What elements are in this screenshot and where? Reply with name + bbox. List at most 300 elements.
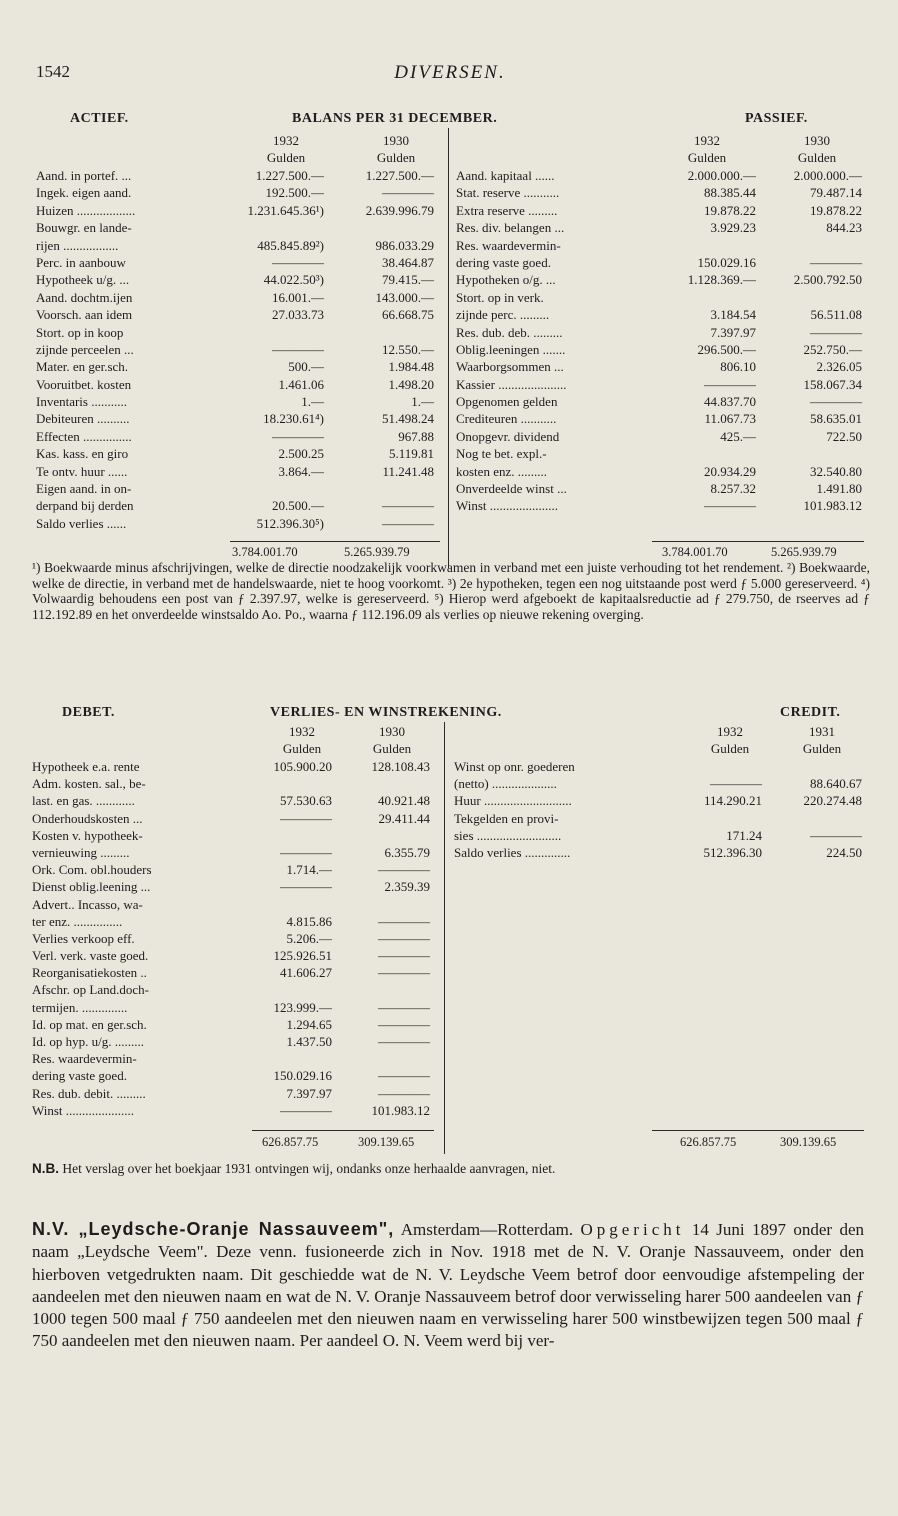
vw-debet-col-1930 <box>352 723 432 757</box>
ledger-value-col2: ———— <box>378 930 430 946</box>
ledger-value-col2: 1.498.20 <box>388 376 434 392</box>
ledger-label: Afschr. op Land.doch- <box>32 982 149 998</box>
ledger-value-col2: 2.500.792.50 <box>793 272 862 288</box>
ledger-row <box>36 307 436 324</box>
ledger-value-col2: 6.355.79 <box>384 844 430 860</box>
ledger-row <box>36 255 436 272</box>
ledger-value-col1: 192.500.— <box>265 185 324 201</box>
ledger-row <box>456 411 864 428</box>
ledger-value-col2: ———— <box>378 948 430 964</box>
company-place: Amsterdam—Rotterdam. <box>400 1220 574 1239</box>
ledger-label: Mater. en ger.sch. <box>36 359 129 375</box>
ledger-value-col2: 128.108.43 <box>371 759 430 774</box>
ledger-label: Kas. kass. en giro <box>36 446 129 462</box>
page-title: DIVERSEN. <box>394 62 506 83</box>
ledger-label: Hypotheek u/g. ... <box>36 272 130 288</box>
ledger-row <box>32 1017 434 1034</box>
ledger-label: last. en gas. ............ <box>32 793 135 809</box>
col-unit: Gulden <box>710 741 750 756</box>
vw-debet-heading: DEBET. <box>62 705 115 720</box>
ledger-label: Res. dub. deb. ......... <box>456 324 563 340</box>
ledger-value-col2: ———— <box>810 324 862 340</box>
ledger-label: Id. op mat. en ger.sch. <box>32 1016 147 1032</box>
ledger-row <box>456 203 864 220</box>
ledger-label: Verlies verkoop eff. <box>32 930 135 946</box>
col-year: 1930 <box>383 133 409 148</box>
vw-total-right-1932: 626.857.75 <box>680 1135 737 1149</box>
ledger-label: dering vaste goed. <box>32 1068 127 1084</box>
ledger-value-col2: 158.067.34 <box>803 376 862 392</box>
ledger-value-col1: 150.029.16 <box>273 1068 332 1084</box>
nb-note <box>32 1161 870 1177</box>
ledger-label: Aand. dochtm.ijen <box>36 289 133 305</box>
ledger-value-col1: 27.033.73 <box>272 307 324 323</box>
ledger-row <box>32 862 434 879</box>
vw-credit-col-1932 <box>690 723 770 757</box>
company-paragraph <box>32 1218 864 1353</box>
company-name: N.V. „Leydsche-Oranje Nassauveem", <box>32 1219 395 1239</box>
nb-text: Het verslag over het boekjaar 1931 ontvingen wij, ondanks onze herhaalde aanvragen, niet. <box>62 1161 556 1176</box>
ledger-value-col1: 5.206.— <box>286 930 332 946</box>
col-year: 1930 <box>379 724 405 739</box>
ledger-row <box>36 238 436 255</box>
ledger-label: Dienst oblig.leening ... <box>32 879 151 895</box>
ledger-value-col1: 44.837.70 <box>704 394 756 410</box>
ledger-row <box>456 481 864 498</box>
ledger-row <box>32 828 434 845</box>
ledger-row <box>32 1103 434 1120</box>
ledger-value-col2: 11.241.48 <box>382 463 434 479</box>
ledger-label: Saldo verlies ...... <box>36 515 127 531</box>
ledger-value-col1: 2.000.000.— <box>687 168 756 183</box>
ledger-row <box>32 845 434 862</box>
ledger-label: Bouwgr. en lande- <box>36 220 132 236</box>
ledger-row <box>32 931 434 948</box>
ledger-row <box>36 272 436 289</box>
ledger-label: Advert.. Incasso, wa- <box>32 896 143 912</box>
ledger-row <box>36 325 436 342</box>
col-year: 1932 <box>717 724 743 739</box>
balans-passief-heading: PASSIEF. <box>745 111 808 126</box>
ledger-label: Onderhoudskosten ... <box>32 810 143 826</box>
ledger-label: Waarborgsommen ... <box>456 359 564 375</box>
ledger-label: zijnde perc. ......... <box>456 307 550 323</box>
vw-center-rule <box>444 722 445 1154</box>
ledger-row <box>36 481 436 498</box>
ledger-label: dering vaste goed. <box>456 254 551 270</box>
ledger-value-col2: 844.23 <box>826 220 862 236</box>
ledger-value-col1: 57.530.63 <box>280 793 332 809</box>
ledger-value-col2: ———— <box>382 185 434 201</box>
ledger-value-col2: ———— <box>382 515 434 531</box>
ledger-value-col1: 3.929.23 <box>710 220 756 236</box>
ledger-row <box>32 1000 434 1017</box>
ledger-row <box>456 168 864 185</box>
ledger-value-col1: 1.437.50 <box>286 1034 332 1049</box>
ledger-label: (netto) .................... <box>454 776 557 792</box>
ledger-row <box>32 776 434 793</box>
ledger-label: Inventaris ........... <box>36 394 127 410</box>
ledger-label: Id. op hyp. u/g. ......... <box>32 1034 144 1049</box>
ledger-value-col1: ———— <box>280 810 332 826</box>
ledger-value-col2: 220.274.48 <box>803 793 862 809</box>
ledger-value-col2: 51.498.24 <box>382 411 434 427</box>
ledger-row <box>32 759 434 776</box>
ledger-row <box>32 811 434 828</box>
ledger-value-col2: 143.000.— <box>375 289 434 305</box>
ledger-value-col2: 58.635.01 <box>810 411 862 427</box>
ledger-label: Nog te bet. expl.- <box>456 446 547 462</box>
ledger-row <box>36 290 436 307</box>
ledger-value-col1: 114.290.21 <box>703 793 762 809</box>
ledger-value-col2: 88.640.67 <box>810 776 862 792</box>
ledger-value-col2: ———— <box>378 1016 430 1032</box>
col-unit: Gulden <box>376 150 416 165</box>
ledger-value-col1: 7.397.97 <box>286 1085 332 1101</box>
ledger-label: termijen. .............. <box>32 999 128 1015</box>
ledger-row <box>36 446 436 463</box>
ledger-value-col1: ———— <box>280 844 332 860</box>
ledger-label: Kosten v. hypotheek- <box>32 827 143 843</box>
ledger-row <box>32 965 434 982</box>
ledger-label: Res. waardevermin- <box>32 1051 137 1067</box>
founded-label: Opgericht <box>580 1220 685 1239</box>
ledger-label: Winst op onr. goederen <box>454 759 575 774</box>
ledger-label: Aand. in portef. ... <box>36 168 132 183</box>
vw-total-left-1930: 309.139.65 <box>358 1135 415 1149</box>
col-year: 1932 <box>694 133 720 148</box>
ledger-value-col2: 2.326.05 <box>816 359 862 375</box>
ledger-row <box>32 1051 434 1068</box>
ledger-value-col2: 2.639.996.79 <box>365 202 434 218</box>
ledger-row <box>454 776 864 793</box>
ledger-value-col2: ———— <box>378 1034 430 1049</box>
ledger-value-col1: 1.128.369.— <box>687 272 756 288</box>
ledger-label: kosten enz. ......... <box>456 463 547 479</box>
ledger-label: Kassier ..................... <box>456 376 567 392</box>
ledger-label: rijen ................. <box>36 237 119 253</box>
ledger-value-col1: 123.999.— <box>273 999 332 1015</box>
balans-footnotes: ¹) Boekwaarde minus afschrijvingen, welke de directie noodzakelijk voorkwamen in verband met een juiste verhouding tot het rendement. ²) Boekwaarde, welke de directie, in verband met de handelswaarde, niet te hoog voorkomt. ³) 2e hypotheken, tegen een nog uitstaande post werd ƒ 5.000 gereserveerd. ⁴) Volwaardig behoudens een post van ƒ 2.397.97, welke is gereserveerd. ⁵) Hierop werd afgeboekt de kapitaalsreductie ad ƒ 279.750, de rseerves ad ƒ 112.192.89 en het onverdeelde winstsaldo Ao. Po., waarna ƒ 112.196.09 als verlies op nieuwe rekening overging. <box>32 560 870 622</box>
ledger-label: Adm. kosten. sal., be- <box>32 776 146 792</box>
ledger-label: Tekgelden en provi- <box>454 810 559 826</box>
ledger-value-col2: 101.983.12 <box>371 1102 430 1118</box>
balans-passief-col-1930 <box>772 132 862 166</box>
balans-left-sum-rule <box>230 541 440 542</box>
ledger-value-col1: 19.878.22 <box>704 202 756 218</box>
ledger-value-col1: 88.385.44 <box>704 185 756 201</box>
ledger-value-col1: 512.396.30⁵) <box>256 515 324 531</box>
ledger-value-col2: 79.487.14 <box>810 185 862 201</box>
ledger-value-col1: 512.396.30 <box>703 844 762 860</box>
ledger-label: Oblig.leeningen ....... <box>456 341 566 357</box>
balans-right-sum-rule <box>652 541 864 542</box>
ledger-label: Crediteuren ........... <box>456 411 557 427</box>
ledger-value-col2: ———— <box>382 498 434 514</box>
ledger-value-col1: ———— <box>704 498 756 514</box>
ledger-row <box>36 359 436 376</box>
ledger-value-col2: 2.000.000.— <box>793 168 862 183</box>
ledger-row <box>456 394 864 411</box>
vw-right-sum-rule <box>652 1130 864 1131</box>
ledger-value-col1: 125.926.51 <box>273 948 332 964</box>
ledger-value-col2: ———— <box>378 999 430 1015</box>
balans-actief-col-1932 <box>246 132 326 166</box>
ledger-row <box>32 793 434 810</box>
nb-label: N.B. <box>32 1161 59 1176</box>
ledger-value-col1: 11.067.73 <box>704 411 756 427</box>
ledger-value-col1: 500.— <box>288 359 324 375</box>
ledger-row <box>454 811 864 828</box>
ledger-row <box>456 342 864 359</box>
ledger-value-col2: 252.750.— <box>803 341 862 357</box>
ledger-value-col2: 986.033.29 <box>375 237 434 253</box>
ledger-row <box>36 185 436 202</box>
ledger-label: Debiteuren .......... <box>36 411 130 427</box>
ledger-label: Saldo verlies .............. <box>454 844 571 860</box>
ledger-value-col2: ———— <box>378 1068 430 1084</box>
ledger-value-col1: 150.029.16 <box>697 254 756 270</box>
col-year: 1932 <box>289 724 315 739</box>
ledger-row <box>32 897 434 914</box>
vw-total-left-1932: 626.857.75 <box>262 1135 319 1149</box>
ledger-label: Huizen .................. <box>36 202 136 218</box>
ledger-value-col1: 2.500.25 <box>278 446 324 462</box>
ledger-value-col2: 29.411.44 <box>378 810 430 826</box>
ledger-label: Stat. reserve ........... <box>456 185 560 201</box>
ledger-value-col2: ———— <box>378 1085 430 1101</box>
ledger-value-col2: 79.415.— <box>382 272 434 288</box>
ledger-label: Res. dub. debit. ......... <box>32 1085 146 1101</box>
ledger-label: zijnde perceelen ... <box>36 341 134 357</box>
ledger-label: Onverdeelde winst ... <box>456 481 567 497</box>
ledger-row <box>456 185 864 202</box>
ledger-label: Res. div. belangen ... <box>456 220 565 236</box>
balans-passief-table <box>456 168 864 516</box>
vw-credit-heading: CREDIT. <box>780 705 841 720</box>
ledger-row <box>456 498 864 515</box>
ledger-value-col1: 806.10 <box>720 359 756 375</box>
ledger-value-col2: 66.668.75 <box>382 307 434 323</box>
ledger-value-col2: 19.878.22 <box>810 202 862 218</box>
ledger-row <box>456 464 864 481</box>
ledger-value-col1: 425.— <box>720 428 756 444</box>
ledger-row <box>32 982 434 999</box>
ledger-label: ter enz. ............... <box>32 913 123 929</box>
ledger-value-col2: 722.50 <box>826 428 862 444</box>
balans-center-rule <box>448 128 449 568</box>
ledger-row <box>456 255 864 272</box>
ledger-row <box>456 238 864 255</box>
ledger-value-col1: ———— <box>280 879 332 895</box>
ledger-label: Vooruitbet. kosten <box>36 376 132 392</box>
ledger-label: Eigen aand. in on- <box>36 481 132 497</box>
ledger-row <box>32 1068 434 1085</box>
balans-total-left-1932: 3.784.001.70 <box>232 545 298 559</box>
ledger-row <box>32 1086 434 1103</box>
ledger-row <box>36 168 436 185</box>
balans-total-left-1930: 5.265.939.79 <box>344 545 410 559</box>
page-number: 1542 <box>36 62 70 81</box>
ledger-value-col2: 1.984.48 <box>388 359 434 375</box>
balans-actief-table <box>36 168 436 533</box>
ledger-row <box>456 290 864 307</box>
ledger-label: Perc. in aanbouw <box>36 254 126 270</box>
ledger-value-col1: 1.714.— <box>286 862 332 878</box>
ledger-value-col1: 3.184.54 <box>710 307 756 323</box>
ledger-row <box>36 464 436 481</box>
ledger-label: Stort. op in koop <box>36 324 124 340</box>
ledger-value-col1: 3.864.— <box>278 463 324 479</box>
ledger-value-col2: 32.540.80 <box>810 463 862 479</box>
ledger-row <box>36 394 436 411</box>
ledger-value-col2: 2.359.39 <box>384 879 430 895</box>
col-unit: Gulden <box>372 741 412 756</box>
balans-passief-col-1932 <box>667 132 747 166</box>
ledger-value-col1: 20.500.— <box>272 498 324 514</box>
ledger-row <box>456 307 864 324</box>
ledger-value-col2: ———— <box>810 254 862 270</box>
ledger-row <box>456 446 864 463</box>
vw-debet-table <box>32 759 434 1120</box>
ledger-row <box>36 342 436 359</box>
ledger-value-col2: 56.511.08 <box>810 307 862 323</box>
vw-left-sum-rule <box>252 1130 434 1131</box>
ledger-value-col1: 41.606.27 <box>280 965 332 981</box>
ledger-row <box>36 220 436 237</box>
balans-actief-col-1930 <box>356 132 436 166</box>
ledger-row <box>32 879 434 896</box>
ledger-label: Aand. kapitaal ...... <box>456 168 555 183</box>
ledger-value-col2: 967.88 <box>398 428 434 444</box>
ledger-value-col1: 171.24 <box>726 827 762 843</box>
ledger-value-col2: 40.921.48 <box>378 793 430 809</box>
ledger-label: derpand bij derden <box>36 498 134 514</box>
ledger-label: Ork. Com. obl.houders <box>32 862 152 878</box>
ledger-label: Reorganisatiekosten .. <box>32 965 147 981</box>
ledger-row <box>36 203 436 220</box>
balans-title: BALANS PER 31 DECEMBER. <box>292 111 498 126</box>
vw-total-right-1931: 309.139.65 <box>780 1135 837 1149</box>
col-unit: Gulden <box>802 741 842 756</box>
ledger-value-col1: ———— <box>272 254 324 270</box>
ledger-row <box>32 1034 434 1051</box>
ledger-row <box>456 325 864 342</box>
ledger-value-col2: ———— <box>378 862 430 878</box>
ledger-value-col1: 4.815.86 <box>286 913 332 929</box>
ledger-value-col2: 1.227.500.— <box>365 168 434 183</box>
ledger-label: sies .......................... <box>454 827 562 843</box>
ledger-row <box>36 377 436 394</box>
ledger-row <box>454 793 864 810</box>
ledger-label: Winst ..................... <box>456 498 559 514</box>
ledger-value-col1: 1.461.06 <box>278 376 324 392</box>
ledger-row <box>36 498 436 515</box>
ledger-value-col2: ———— <box>378 913 430 929</box>
ledger-label: Opgenomen gelden <box>456 394 558 410</box>
company-text: 14 Juni 1897 onder den naam „Leydsche Veem". Deze venn. fusioneerde zich in Nov. 1918 met de N. V. Oranje Nassauveem, onder den hierboven vetgedrukten naam. Dit geschiedde wat de N. V. Leydsche Veem betrof door eenvoudige afstempeling der aandeelen met den nieuwen naam en wat de N. V. Oranje Nassauveem betrof door verwisseling harer 500 aandeelen van ƒ 1000 tegen 500 maal ƒ 750 aandeelen met den nieuwen naam en verwisseling harer 500 winstbewijzen tegen 500 maal ƒ 750 aandeelen met den nieuwen naam. Per aandeel O. N. Veem werd bij ver- <box>32 1220 865 1351</box>
ledger-row <box>36 429 436 446</box>
ledger-value-col1: 1.— <box>301 394 324 410</box>
ledger-value-col1: 16.001.— <box>272 289 324 305</box>
ledger-row <box>454 759 864 776</box>
ledger-row <box>32 948 434 965</box>
ledger-row <box>32 914 434 931</box>
col-unit: Gulden <box>797 150 837 165</box>
ledger-row <box>456 377 864 394</box>
ledger-label: Hypotheek e.a. rente <box>32 759 140 774</box>
ledger-label: Effecten ............... <box>36 428 132 444</box>
col-year: 1931 <box>809 724 835 739</box>
ledger-value-col1: ———— <box>272 341 324 357</box>
ledger-row <box>456 220 864 237</box>
ledger-value-col2: 101.983.12 <box>803 498 862 514</box>
ledger-label: Ingek. eigen aand. <box>36 185 132 201</box>
ledger-row <box>36 516 436 533</box>
ledger-label: Onopgevr. dividend <box>456 428 560 444</box>
col-year: 1930 <box>804 133 830 148</box>
ledger-value-col2: 1.491.80 <box>816 481 862 497</box>
balans-total-right-1932: 3.784.001.70 <box>662 545 728 559</box>
col-unit: Gulden <box>282 741 322 756</box>
vw-title: VERLIES- EN WINSTREKENING. <box>270 705 502 720</box>
vw-debet-col-1932 <box>262 723 342 757</box>
ledger-value-col1: 18.230.61⁴) <box>263 411 324 427</box>
ledger-value-col1: 7.397.97 <box>710 324 756 340</box>
ledger-value-col1: 8.257.32 <box>710 481 756 497</box>
ledger-label: Verl. verk. vaste goed. <box>32 948 149 964</box>
ledger-value-col1: 44.022.50³) <box>263 272 324 288</box>
ledger-value-col2: 224.50 <box>826 844 862 860</box>
ledger-value-col2: 12.550.— <box>382 341 434 357</box>
ledger-row <box>456 272 864 289</box>
col-unit: Gulden <box>687 150 727 165</box>
ledger-value-col2: 1.— <box>411 394 434 410</box>
col-year: 1932 <box>273 133 299 148</box>
ledger-label: Res. waardevermin- <box>456 237 561 253</box>
ledger-row <box>36 411 436 428</box>
ledger-value-col1: 1.231.645.36¹) <box>247 202 324 218</box>
ledger-label: Hypotheken o/g. ... <box>456 272 556 288</box>
ledger-label: Te ontv. huur ...... <box>36 463 128 479</box>
ledger-value-col2: 38.464.87 <box>382 254 434 270</box>
ledger-row <box>454 845 864 862</box>
ledger-value-col1: ———— <box>280 1102 332 1118</box>
ledger-value-col1: 105.900.20 <box>273 759 332 774</box>
ledger-label: vernieuwing ......... <box>32 844 130 860</box>
ledger-label: Stort. op in verk. <box>456 289 544 305</box>
ledger-value-col1: ———— <box>272 428 324 444</box>
ledger-value-col1: ———— <box>710 776 762 792</box>
ledger-label: Winst ..................... <box>32 1102 135 1118</box>
balans-actief-heading: ACTIEF. <box>70 111 129 126</box>
ledger-label: Huur ........................... <box>454 793 572 809</box>
ledger-label: Extra reserve ......... <box>456 202 558 218</box>
ledger-value-col1: ———— <box>704 376 756 392</box>
ledger-value-col1: 485.845.89²) <box>257 237 324 253</box>
ledger-row <box>456 429 864 446</box>
page-header <box>32 62 868 88</box>
ledger-value-col2: 5.119.81 <box>388 446 434 462</box>
ledger-value-col1: 1.227.500.— <box>255 168 324 183</box>
ledger-row <box>454 828 864 845</box>
ledger-value-col2: ———— <box>810 827 862 843</box>
vw-credit-col-1931 <box>782 723 862 757</box>
ledger-row <box>456 359 864 376</box>
ledger-label: Voorsch. aan idem <box>36 307 133 323</box>
col-unit: Gulden <box>266 150 306 165</box>
ledger-value-col1: 1.294.65 <box>286 1016 332 1032</box>
